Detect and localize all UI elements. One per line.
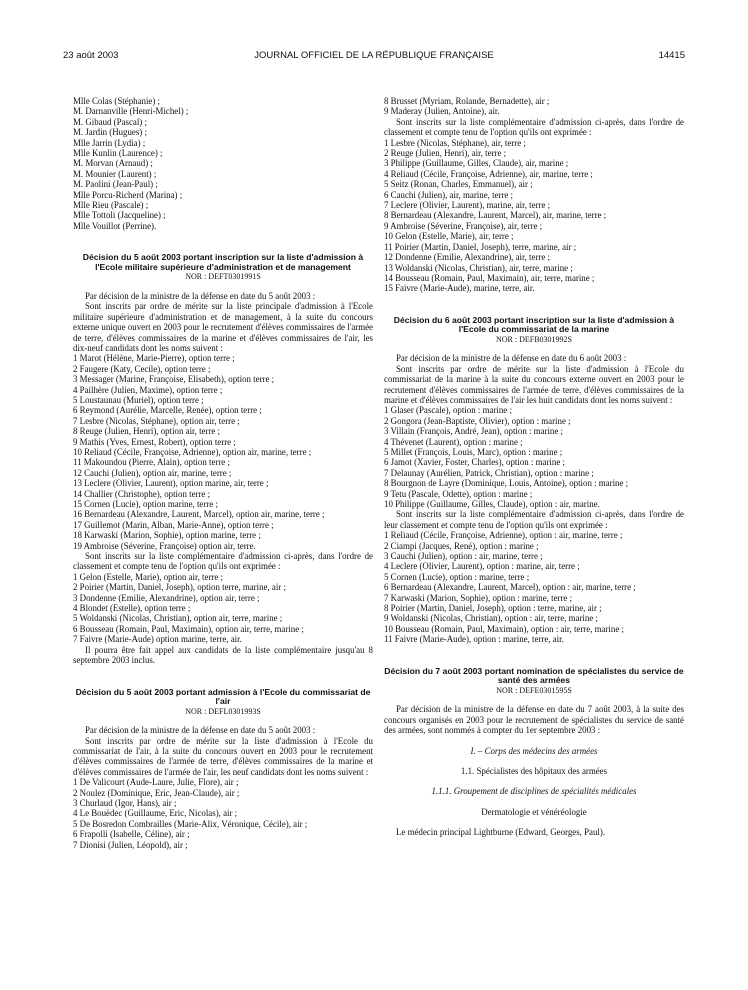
decision-text: Sont inscrits par ordre de mérite sur la liste d'admission à l'Ecole du commissariat de la marine à la suite du concours externe ouvert en 2003 pour le recrutement d'élèves commissaires de l'armée de terre, d'élèves commissaires de la marine et d'élèves commissaires de l'air les huit candidats dont les noms suivent : — [384, 363, 684, 405]
list-item: 3 Villain (François, André, Jean), option : marine ; — [384, 426, 563, 437]
list-item: 6 Jamot (Xavier, Foster, Charles), option : marine ; — [384, 457, 565, 468]
list-item: 6 Bousseau (Romain, Paul, Maximain), option air, terre, marine ; — [73, 623, 304, 634]
corps-heading: I. – Corps des médecins des armées — [470, 745, 598, 756]
list-item: Mlle Jarrin (Lydia) ; — [73, 137, 146, 148]
list-item: M. Gibaud (Pascal) ; — [73, 116, 147, 127]
list-item: Mlle Colas (Stéphanie) ; — [73, 96, 161, 106]
complementary-list — [384, 530, 684, 644]
list-item: 9 Tetu (Pascale, Odette), option : marine ; — [384, 488, 533, 499]
decision-text: Par décision de la ministre de la défense en date du 7 août 2003, à la suite des concours organisés en 2003 pour le recrutement de spécialistes du service de santé des armées, sont nommés à compter du 1er septembre 2003 : — [384, 704, 684, 736]
list-item: 9 Woldanski (Nicolas, Christian), option : air, terre, marine ; — [384, 613, 598, 624]
list-item: 8 Poirier (Martin, Daniel, Joseph), option : terre, marine, air ; — [384, 603, 602, 614]
list-item: 1 Glaser (Pascale), option : marine ; — [384, 405, 512, 416]
list-item: Mlle Kunlin (Laurence) ; — [73, 148, 163, 159]
list-item: 2 Reuge (Julien, Henri), air, terre ; — [384, 148, 507, 159]
closing-text: Il pourra être fait appel aux candidats de la liste complémentaire jusqu'au 8 septembre 2003 inclus. — [73, 644, 373, 666]
list-item: 1 Lesbre (Nicolas, Stéphane), air, terre ; — [384, 137, 526, 148]
decision-title: Décision du 6 août 2003 portant inscription sur la liste d'admission à l'Ecole du commissariat de la marine — [393, 314, 675, 335]
decision-text: Sont inscrits par ordre de mérite sur la liste principale d'admission à l'Ecole militaire supérieure d'administration et de management, à la suite du concours externe unique ouvert en 2003 pour le recrutement d'élèves commissaires de l'armée de terre, d'élèves commissaires de la marine et d'élèves commissaires de l'air, les dix-neuf candidats dont les noms suivent : — [73, 301, 373, 353]
list-item: 5 Millet (François, Louis, Marc), option : marine ; — [384, 446, 563, 457]
subsection-heading: 1.1. Spécialistes des hôpitaux des armées — [460, 765, 608, 776]
admission-list — [73, 353, 373, 551]
list-item: 2 Ciampi (Jacques, René), option : marine ; — [384, 540, 539, 551]
list-item: 15 Cornen (Lucie), option marine, terre ; — [73, 499, 218, 509]
list-item: 4 Leclere (Olivier, Laurent), option : marine, air, terre ; — [384, 561, 580, 572]
list-item: 7 Dionisi (Julien, Léopold), air ; — [73, 839, 188, 850]
list-item: 7 Delaunay (Aurélien, Patrick, Christian), option : marine ; — [384, 467, 594, 478]
list-item: 17 Guillemot (Marin, Alban, Marie-Anne), option terre ; — [73, 519, 274, 530]
list-item: 3 Philippe (Guillaume, Gilles, Claude), air, marine ; — [384, 158, 569, 169]
list-item: 1 Marot (Hélène, Marie-Pierre), option terre ; — [73, 353, 235, 364]
list-item: Mlle Tottoli (Jacqueline) ; — [73, 210, 166, 221]
list-item: 7 Leclere (Olivier, Laurent), marine, air, terre ; — [384, 200, 551, 211]
complementary-text: Sont inscrits sur la liste complémentaire d'admission ci-après, dans l'ordre de classement et compte tenu de l'option qu'ils ont exprimée : — [384, 116, 684, 138]
nor-reference: NOR : DEFE0301595S — [496, 685, 572, 695]
list-item: 2 Faugere (Katy, Cecile), option terre ; — [73, 363, 211, 374]
decision-intro: Par décision de la ministre de la défense en date du 5 août 2003 : — [85, 290, 316, 301]
right-column — [384, 96, 684, 838]
list-item: 5 Seitz (Ronan, Charles, Emmanuel), air ; — [384, 179, 533, 190]
list-item: 1 De Valicourt (Aude-Laure, Julie, Flore), air ; — [73, 777, 239, 788]
list-item: 14 Bousseau (Romain, Paul, Maximain), air, terre, marine ; — [384, 272, 595, 283]
list-item: 6 Bernardeau (Alexandre, Laurent, Marcel), option : air, marine, terre ; — [384, 582, 636, 593]
list-item: 6 Frapolli (Isabelle, Céline), air ; — [73, 829, 190, 840]
list-item: 3 Churlaud (Igor, Hans), air ; — [73, 797, 177, 808]
list-item: 4 Le Bouëdec (Guillaume, Eric, Nicolas), air ; — [73, 808, 238, 819]
nor-reference: NOR : DEFL0301993S — [185, 706, 261, 716]
list-item: 7 Karwaski (Marion, Sophie), option : marine, terre ; — [384, 592, 573, 603]
list-item: 14 Challier (Christophe), option terre ; — [73, 488, 211, 499]
list-item: 15 Faivre (Marie-Aude), marine, terre, air. — [384, 283, 535, 294]
list-item: 3 Dondenne (Emilie, Alexandrine), option air, terre ; — [73, 592, 260, 603]
list-item: 8 Bourgnon de Layre (Dominique, Louis, Antoine), option : marine ; — [384, 478, 629, 489]
list-item: M. Jardin (Hugues) ; — [73, 127, 147, 138]
decision-title: Décision du 5 août 2003 portant admission à l'Ecole du commissariat de l'air — [75, 686, 371, 707]
list-item: 1 Reliaud (Cécile, Françoise, Adrienne), option : air, marine, terre ; — [384, 530, 623, 541]
list-item: 10 Reliaud (Cécile, Françoise, Adrienne), option air, marine, terre ; — [73, 446, 312, 457]
decision-title: Décision du 5 août 2003 portant inscription sur la liste d'admission à l'Ecole militaire supérieure d'administration et de management — [82, 252, 364, 272]
list-item: 12 Dondenne (Emilie, Alexandrine), air, terre ; — [384, 252, 550, 263]
nor-reference: NOR : DEFT0301991S — [185, 272, 261, 282]
list-item: 8 Bernardeau (Alexandre, Laurent, Marcel), air, marine, terre ; — [384, 210, 607, 221]
specialty-heading: Dermatologie et vénéréologie — [481, 806, 587, 817]
list-item: 5 De Bosredon Combrailles (Marie-Alix, Véronique, Cécile), air ; — [73, 818, 308, 829]
list-item: 8 Reuge (Julien, Henri), option air, terre ; — [73, 426, 221, 437]
list-item: 10 Bousseau (Romain, Paul, Maximain), option : air, terre, marine ; — [384, 623, 624, 634]
list-item: 9 Maderay (Julien, Antoine), air. — [384, 106, 500, 117]
list-item: 11 Poirier (Martin, Daniel, Joseph), terre, marine, air ; — [384, 241, 577, 252]
list-item: 5 Cornen (Lucie), option : marine, terre ; — [384, 571, 530, 582]
list-item: 6 Reymond (Aurélie, Marcelle, Renée), option terre ; — [73, 405, 262, 416]
list-item: 4 Pailhère (Julien, Maxime), option terre ; — [73, 384, 223, 395]
list-item: M. Morvan (Arnaud) ; — [73, 158, 153, 169]
complementary-list — [384, 138, 684, 294]
header-date: 23 août 2003 — [63, 50, 119, 61]
list-item: 16 Bernardeau (Alexandre, Laurent, Marcel), option air, marine, terre ; — [73, 509, 325, 520]
list-item: 10 Gelon (Estelle, Marie), air, terre ; — [384, 231, 514, 242]
list-item: 4 Reliaud (Cécile, Françoise, Adrienne), air, marine, terre ; — [384, 168, 593, 179]
list-item: 11 Makoundou (Pierre, Alain), option terre ; — [73, 457, 230, 468]
decision-text: Sont inscrits par ordre de mérite sur la liste d'admission à l'Ecole du commissariat de l'air, à la suite du concours ouvert en 2003 pour le recrutement d'élèves commissaires de l'armée de terre, d'élèves commissaires de la marine et d'élèves commissaires de l'armée de l'air, les neuf candidats dont les noms suivent : — [73, 735, 373, 777]
decision-title: Décision du 7 août 2003 portant nomination de spécialistes du service de santé des armées — [384, 665, 684, 686]
list-item: 2 Poirier (Martin, Daniel, Joseph), option terre, marine, air ; — [73, 582, 286, 593]
list-item: 4 Blondet (Estelle), option terre ; — [73, 603, 191, 614]
list-item: Mlle Rieu (Pascale) ; — [73, 200, 149, 211]
list-item: 19 Ambroise (Séverine, Françoise) option air, terre. — [73, 540, 256, 551]
list-item: 7 Faivre (Marie-Aude) option marine, terre, air. — [73, 634, 242, 645]
list-item: 8 Brusset (Myriam, Rolande, Bernadette), air ; — [384, 96, 550, 106]
admission-list-continued — [384, 96, 684, 117]
complementary-text: Sont inscrits sur la liste complémentaire d'admission ci-après, dans l'ordre de classement et compte tenu de l'option qu'ils ont exprimée : — [73, 551, 373, 572]
list-item: M. Darnanville (Henri-Michel) ; — [73, 106, 189, 117]
list-item: M. Mounier (Laurent) ; — [73, 168, 157, 179]
list-item: 2 Gongora (Jean-Baptiste, Olivier), option : marine ; — [384, 415, 571, 426]
nomination-entry: Le médecin principal Lightburne (Edward, Georges, Paul). — [396, 827, 606, 838]
discipline-heading: 1.1.1. Groupement de disciplines de spécialités médicales — [431, 786, 637, 797]
header-page-number: 14415 — [658, 50, 685, 61]
list-item: Mlle Vouillot (Perrine). — [73, 220, 157, 231]
left-column — [73, 96, 373, 850]
list-item: 11 Faivre (Marie-Aude), option : marine, terre, air. — [384, 634, 564, 645]
list-item: 4 Thévenet (Laurent), option : marine ; — [384, 436, 523, 447]
list-item: 12 Cauchi (Julien), option air, marine, terre ; — [73, 467, 232, 478]
list-item: 18 Karwaski (Marion, Sophie), option marine, terre ; — [73, 530, 261, 541]
list-item: 9 Ambroise (Séverine, Françoise), air, terre ; — [384, 220, 543, 231]
list-item: 13 Leclere (Olivier, Laurent), option marine, air, terre ; — [73, 478, 269, 489]
names-list — [73, 96, 373, 231]
list-item: Mlle Porcu-Richerd (Marina) ; — [73, 189, 183, 200]
list-item: 5 Loustaunau (Muriel), option terre ; — [73, 394, 204, 405]
decision-intro: Par décision de la ministre de la défense en date du 5 août 2003 : — [85, 725, 316, 736]
list-item: 9 Mathis (Yves, Ernest, Robert), option terre ; — [73, 436, 236, 447]
list-item: 7 Lesbre (Nicolas, Stéphane), option air, terre ; — [73, 415, 240, 426]
list-item: 10 Philippe (Guillaume, Gilles, Claude), option : air, marine. — [384, 499, 600, 509]
list-item: M. Paolini (Jean-Paul) ; — [73, 179, 158, 190]
list-item: 6 Cauchi (Julien), air, marine, terre ; — [384, 189, 514, 200]
nor-reference: NOR : DEFB0301992S — [495, 334, 572, 344]
list-item: 3 Messager (Marine, Françoise, Elisabeth), option terre ; — [73, 374, 275, 385]
list-item: 3 Cauchi (Julien), option : air, marine, terre ; — [384, 551, 543, 562]
list-item: 1 Gelon (Estelle, Marie), option air, terre ; — [73, 571, 223, 582]
complementary-text: Sont inscrits sur la liste complémentaire d'admission ci-après, dans l'ordre de leur classement et compte tenu de l'option qu'ils ont exprimée : — [384, 509, 684, 530]
admission-list — [73, 777, 373, 850]
list-item: 5 Woldanski (Nicolas, Christian), option air, terre, marine ; — [73, 613, 283, 624]
list-item: 2 Noulez (Dominique, Eric, Jean-Claude), air ; — [73, 787, 240, 798]
header-title: JOURNAL OFFICIEL DE LA RÉPUBLIQUE FRANÇAISE — [254, 50, 494, 61]
list-item: 13 Woldanski (Nicolas, Christian), air, terre, marine ; — [384, 262, 573, 273]
admission-list — [384, 405, 684, 509]
decision-intro: Par décision de la ministre de la défense en date du 6 août 2003 : — [396, 353, 627, 364]
complementary-list — [73, 572, 373, 645]
